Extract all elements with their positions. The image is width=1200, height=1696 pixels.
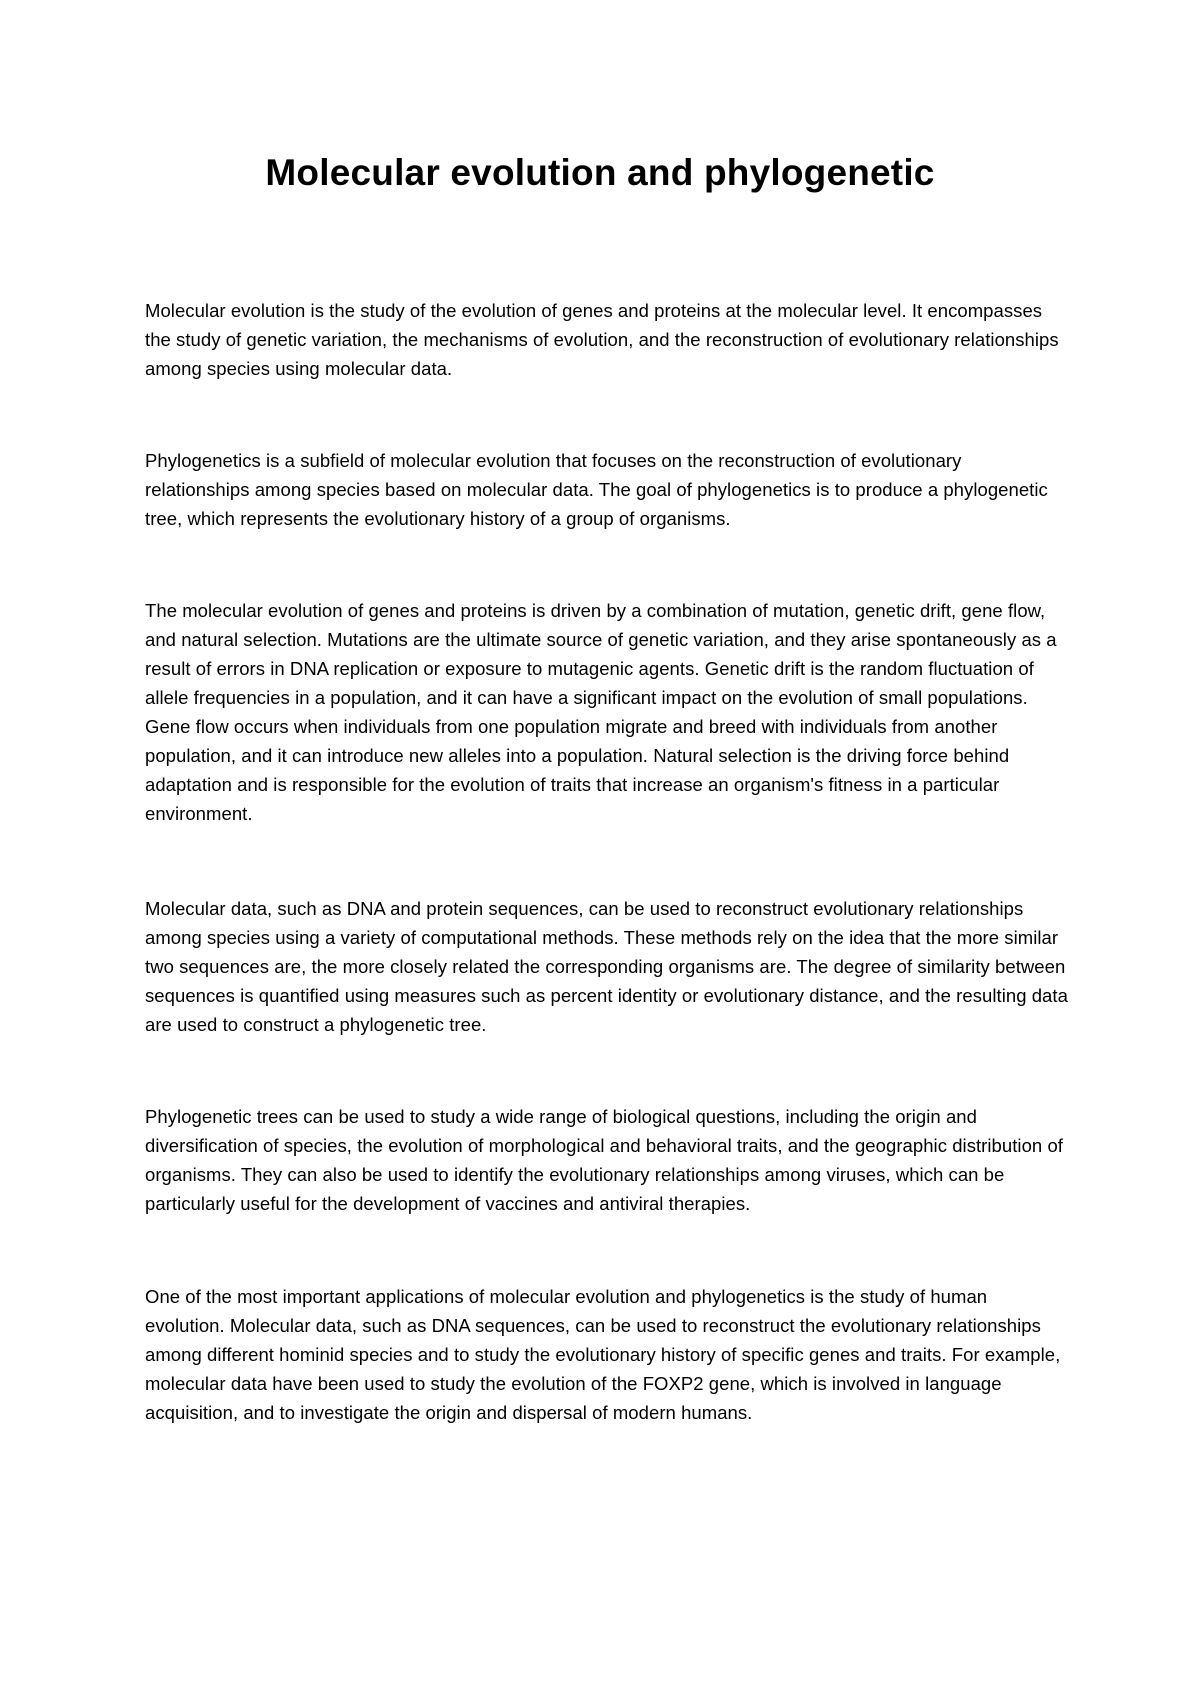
paragraph-introduction: Molecular evolution is the study of the evolution of genes and proteins at the molecular level. It encompasses the study of genetic variation, the mechanisms of evolution, and the reconstruction of evolutionary relationships among species using molecular data. (145, 300, 1059, 379)
paragraph-evolutionary-forces: The molecular evolution of genes and proteins is driven by a combination of mutation, genetic drift, gene flow, and natural selection. Mutations are the ultimate source of genetic variation, and they arise spontaneously as a result of errors in DNA replication or exposure to mutagenic agents. Genetic drift is the random fluctuation of allele frequencies in a population, and it can have a significant impact on the evolution of small populations. Gene flow occurs when individuals from one population migrate and breed with individuals from another population, and it can introduce new alleles into a population. Natural selection is the driving force behind adaptation and is responsible for the evolution of traits that increase an organism's fitness in a particular environment. (145, 600, 1057, 824)
paragraph-human-evolution: One of the most important applications of molecular evolution and phylogenetics is the study of human evolution. Molecular data, such as DNA sequences, can be used to reconstruct the evolutionary relationships among different hominid species and to study the evolutionary history of specific genes and traits. For example, molecular data have been used to study the evolution of the FOXP2 gene, which is involved in language acquisition, and to investigate the origin and dispersal of modern humans. (145, 1286, 1061, 1423)
paragraph-molecular-data: Molecular data, such as DNA and protein sequences, can be used to reconstruct evolutionary relationships among species using a variety of computational methods. These methods rely on the idea that the more similar two sequences are, the more closely related the corresponding organisms are. The degree of similarity between sequences is quantified using measures such as percent identity or evolutionary distance, and the resulting data are used to construct a phylogenetic tree. (145, 898, 1068, 1035)
document-title: Molecular evolution and phylogenetic (265, 152, 935, 193)
paragraph-phylogenetics: Phylogenetics is a subfield of molecular evolution that focuses on the reconstruction of evolutionary relationships among species based on molecular data. The goal of phylogenetics is to produce a phylogenetic tree, which represents the evolutionary history of a group of organisms. (145, 450, 1048, 529)
paragraph-tree-applications: Phylogenetic trees can be used to study a wide range of biological questions, including the origin and diversification of species, the evolution of morphological and behavioral traits, and the geographic distribution of organisms. They can also be used to identify the evolutionary relationships among viruses, which can be particularly useful for the development of vaccines and antiviral therapies. (145, 1106, 1063, 1214)
